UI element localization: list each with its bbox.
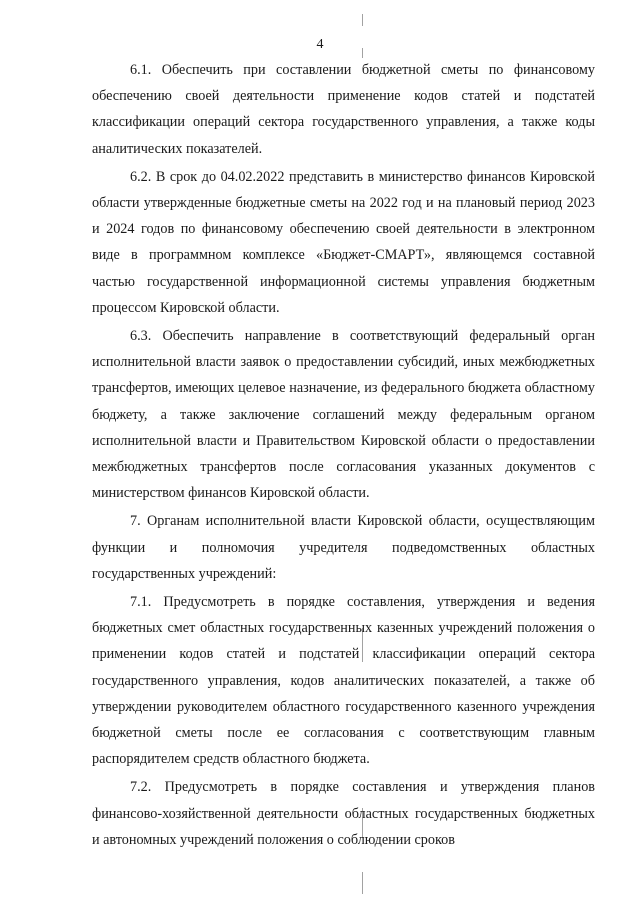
- page-number: 4: [316, 37, 324, 52]
- paragraph-6-1: 6.1. Обеспечить при составлении бюджетной сметы по финансовому обеспечению своей деятельности применение кодов статей и подстатей классификации операций сектора государственного управления, а также коды аналитических показателей.: [92, 62, 595, 157]
- paragraph-6-3: 6.3. Обеспечить направление в соответствующий федеральный орган исполнительной власти заявок о предоставлении субсидий, иных межбюджетных трансфертов, имеющих целевое назначение, из федерального бюджета областному бюджету, а также заключение соглашений между федеральным органом исполнительной власти и Правительством Кировской области о предоставлении межбюджетных трансфертов после согласования указанных документов с министерством финансов Кировской области.: [92, 328, 595, 502]
- scan-fold-line: [362, 872, 363, 894]
- paragraph-7: 7. Органам исполнительной власти Кировской области, осуществляющим функции и полномочия учредителя подведомственных областных государственных учреждений:: [92, 513, 595, 582]
- paragraph-6-2: 6.2. В срок до 04.02.2022 представить в министерство финансов Кировской области утвержденные бюджетные сметы на 2022 год и на плановый период 2023 и 2024 годов по финансовому обеспечению своей деятельности в электронном виде в программном комплексе «Бюджет-СМАРТ», являющемся составной частью государственной информационной системы управления бюджетным процессом Кировской области.: [92, 168, 595, 316]
- scan-fold-line: [362, 14, 363, 26]
- paragraph-7-2: 7.2. Предусмотреть в порядке составления и утверждения планов финансово-хозяйственной деятельности областных государственных бюджетных и автономных учреждений положения о соблюдении сроков: [92, 779, 595, 848]
- paragraph-7-1: 7.1. Предусмотреть в порядке составления, утверждения и ведения бюджетных смет областных государственных казенных учреждений положения о применении кодов статей и подстатей классификации операций сектора государственного управления, кодов аналитических показателей, а также об утверждении руководителем областного государственного казенного учреждения бюджетной сметы после ее согласования с соответствующим главным распорядителем средств областного бюджета.: [92, 594, 595, 768]
- document-body: [92, 57, 595, 853]
